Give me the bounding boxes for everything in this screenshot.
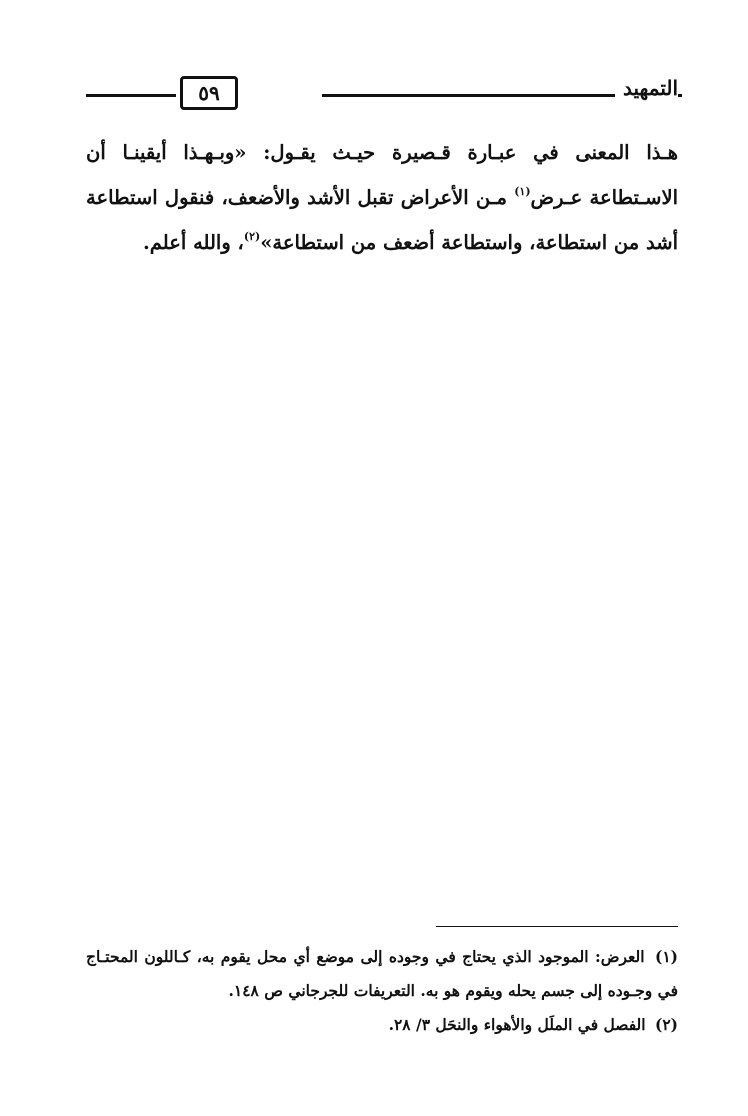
header-rule-left [86,94,176,97]
footnote-text: الفصل في الملَل والأهواء والنحَل ٣/ ٢٨. [388,1015,646,1034]
paragraph [86,130,678,265]
main-text [86,130,678,265]
footnote-ref-2[interactable]: (٢) [243,230,261,243]
page-number: ٥٩ [180,76,238,110]
running-header [86,70,678,114]
chapter-title: التمهيد [615,76,678,100]
footnotes [86,940,678,1042]
footnote-1 [86,940,678,1008]
footnote-ref-1[interactable]: (١) [514,185,531,198]
footnote-number: (٢) [654,1015,678,1034]
footnote-text: العرض: الموجود الذي يحتاج في وجوده إلى موضع أي محل يقوم به، كـاللون المحتـاج في وجـوده إلى جسم يحله ويقوم هو به. التعريفات للجرجاني ص ١٤٨. [86,947,678,1000]
text-segment: مـن الأعراض تقبل الأشد والأضعف، فنقول استطاعة أشد من استطاعة، واستطاعة أضعف من استطاعة» [86,186,678,254]
footnote-separator [436,926,678,927]
footnote-2 [86,1008,678,1042]
text-segment: هـذا المعنى في عبـارة قـصيرة حيـث يقـول: «وبـهـذا أيقينـا أن الاسـتطاعة عـرض [86,141,678,209]
footnote-number: (١) [654,947,678,966]
text-segment: ، والله أعلم. [143,231,244,254]
